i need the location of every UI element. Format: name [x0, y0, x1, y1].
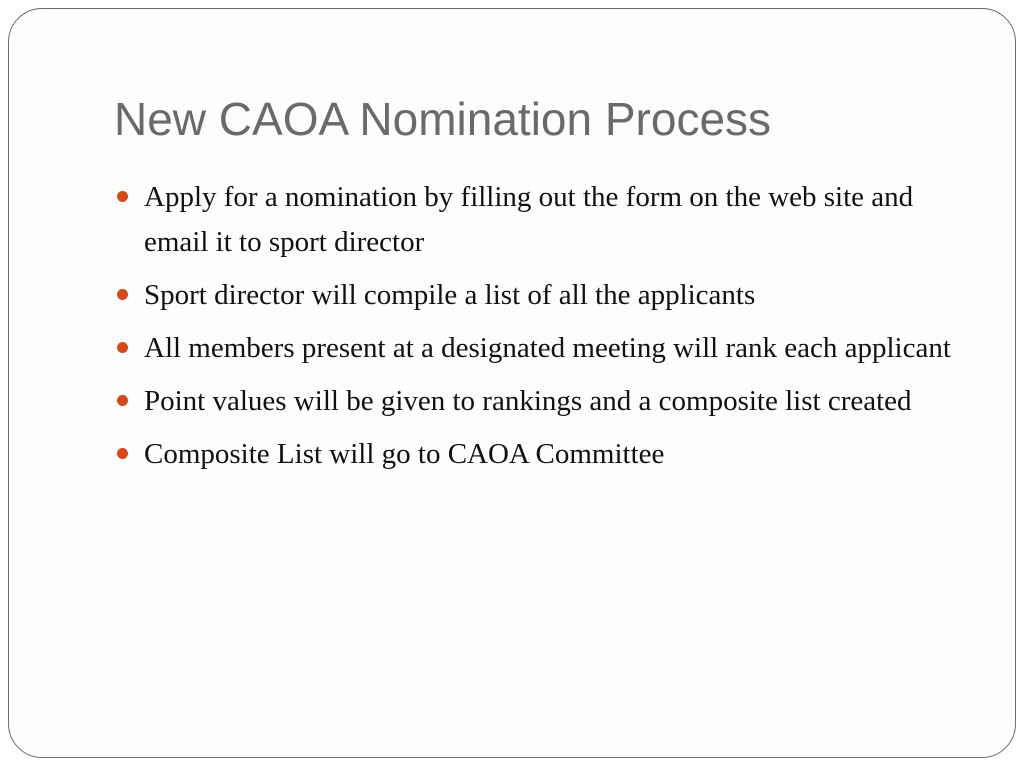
bullet-text: All members present at a designated meeting will rank each applicant: [144, 332, 951, 364]
bullet-list: [116, 175, 956, 485]
list-item: [116, 379, 956, 424]
bullet-text: Composite List will go to CAOA Committee: [144, 438, 665, 470]
bullet-dot-icon: [117, 191, 128, 202]
list-item: [116, 273, 956, 318]
bullet-dot-icon: [117, 448, 128, 459]
bullet-dot-icon: [117, 289, 128, 300]
list-item: [116, 432, 956, 477]
bullet-text: Sport director will compile a list of all the applicants: [144, 279, 756, 311]
slide-frame: [8, 8, 1016, 758]
bullet-dot-icon: [117, 395, 128, 406]
list-item: [116, 175, 956, 265]
bullet-text: Point values will be given to rankings and a composite list created: [144, 385, 912, 417]
list-item: [116, 326, 956, 371]
bullet-dot-icon: [117, 342, 128, 353]
bullet-text: Apply for a nomination by filling out the form on the web site and email it to sport director: [144, 181, 914, 258]
slide-title: New CAOA Nomination Process: [114, 93, 772, 145]
